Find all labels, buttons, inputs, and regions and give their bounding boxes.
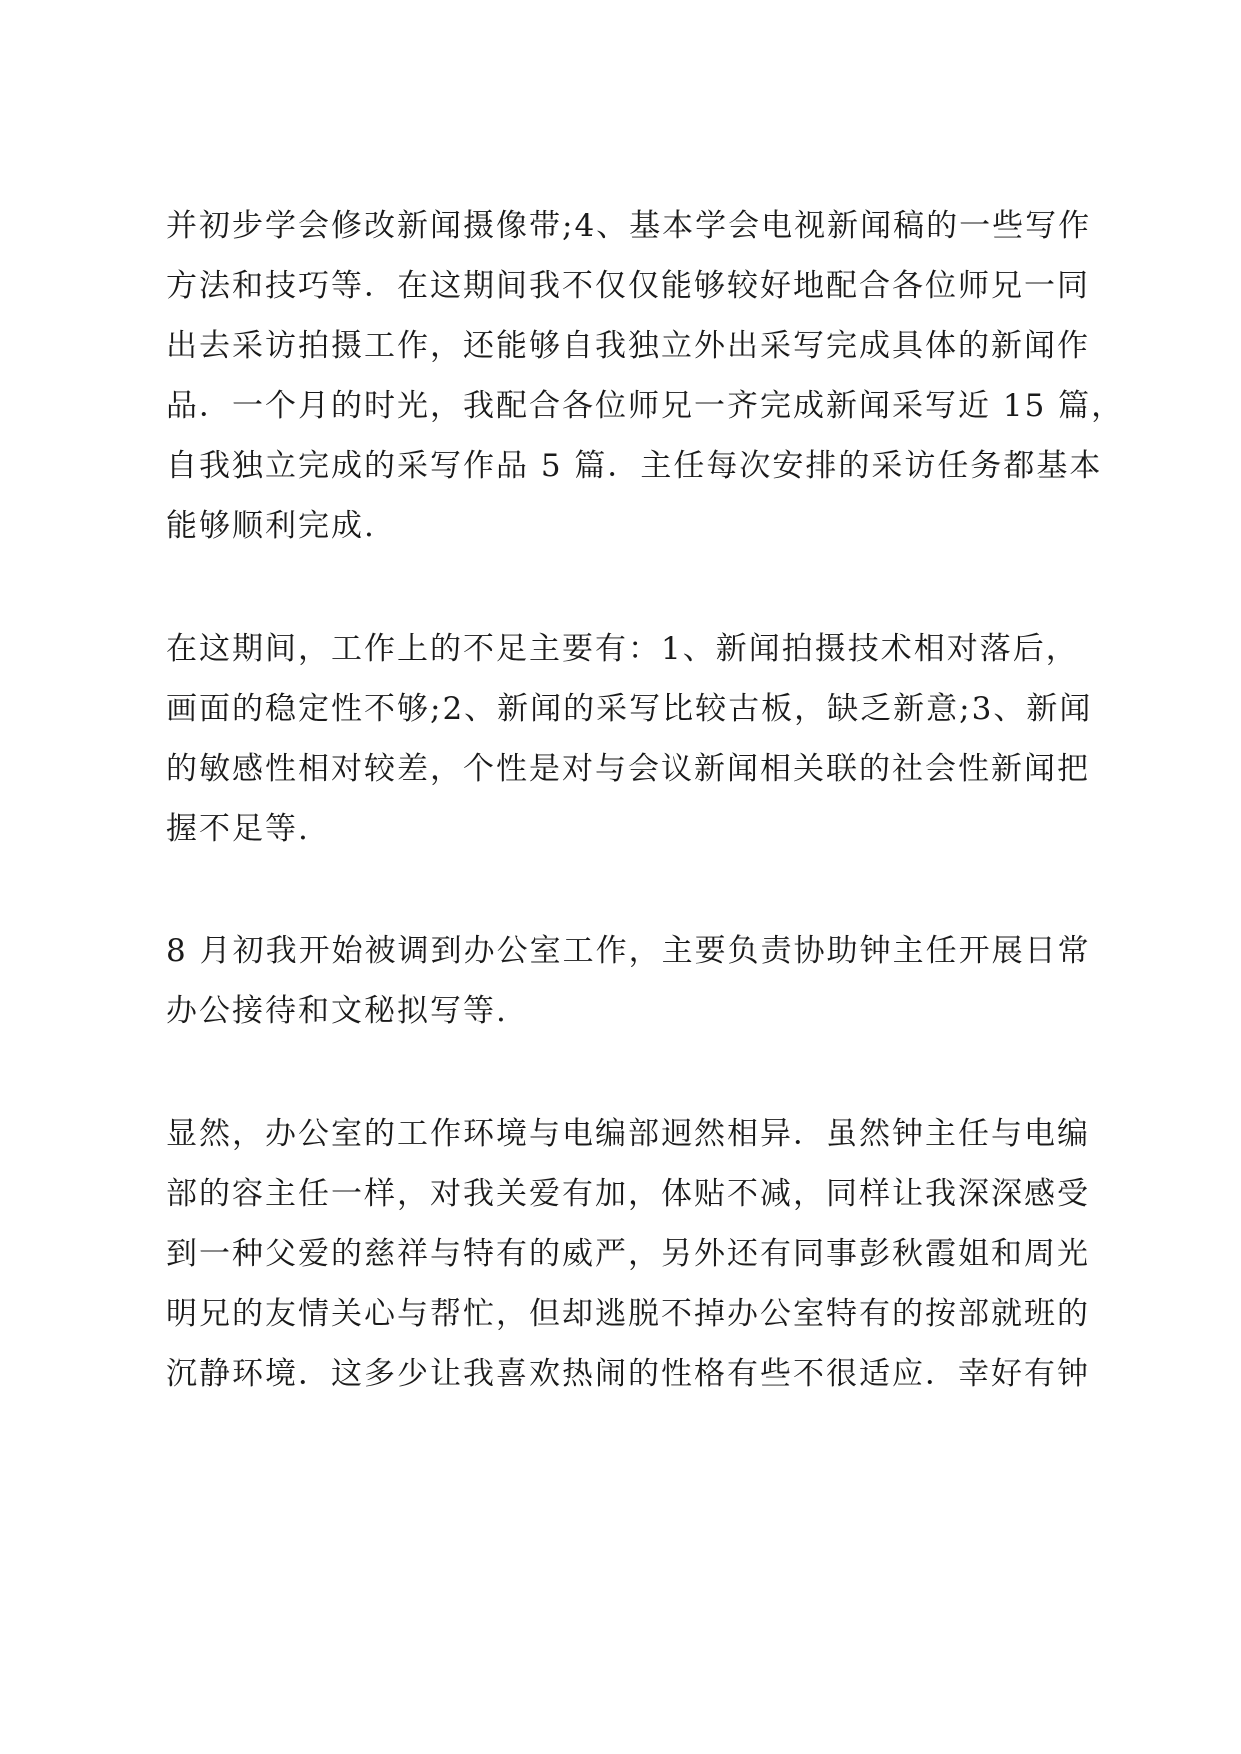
paragraph-1-line-3: 出去采访拍摄工作，还能够自我独立外出采写完成具体的新闻作 — [166, 328, 1090, 364]
paragraph-4-line-4: 明兄的友情关心与帮忙，但却逃脱不掉办公室特有的按部就班的 — [166, 1296, 1090, 1332]
paragraph-2-line-1: 在这期间，工作上的不足主要有：1、新闻拍摄技术相对落后， — [166, 631, 1079, 667]
paragraph-4-line-3: 到一种父爱的慈祥与特有的威严，另外还有同事彭秋霞姐和周光 — [166, 1236, 1090, 1272]
paragraph-4-line-5: 沉静环境．这多少让我喜欢热闹的性格有些不很适应．幸好有钟 — [166, 1356, 1090, 1392]
paragraph-1-line-2: 方法和技巧等．在这期间我不仅仅能够较好地配合各位师兄一同 — [166, 268, 1090, 304]
paragraph-1-line-5: 自我独立完成的采写作品 5 篇．主任每次安排的采访任务都基本 — [166, 448, 1103, 484]
paragraph-1-line-4: 品．一个月的时光，我配合各位师兄一齐完成新闻采写近 15 篇， — [166, 388, 1125, 424]
paragraph-3-line-1: 8 月初我开始被调到办公室工作，主要负责协助钟主任开展日常 — [166, 933, 1091, 969]
paragraph-2-line-4: 握不足等. — [166, 811, 310, 847]
paragraph-2-line-3: 的敏感性相对较差，个性是对与会议新闻相关联的社会性新闻把 — [166, 751, 1090, 787]
paragraph-1-line-1: 并初步学会修改新闻摄像带;4、基本学会电视新闻稿的一些写作 — [166, 208, 1092, 244]
paragraph-4-line-1: 显然，办公室的工作环境与电编部迥然相异．虽然钟主任与电编 — [166, 1116, 1090, 1152]
paragraph-3-line-2: 办公接待和文秘拟写等. — [166, 993, 508, 1029]
paragraph-2-line-2: 画面的稳定性不够;2、新闻的采写比较古板，缺乏新意;3、新闻 — [166, 691, 1093, 727]
paragraph-1-line-6: 能够顺利完成. — [166, 508, 376, 544]
paragraph-4-line-2: 部的容主任一样，对我关爱有加，体贴不减，同样让我深深感受 — [166, 1176, 1090, 1212]
